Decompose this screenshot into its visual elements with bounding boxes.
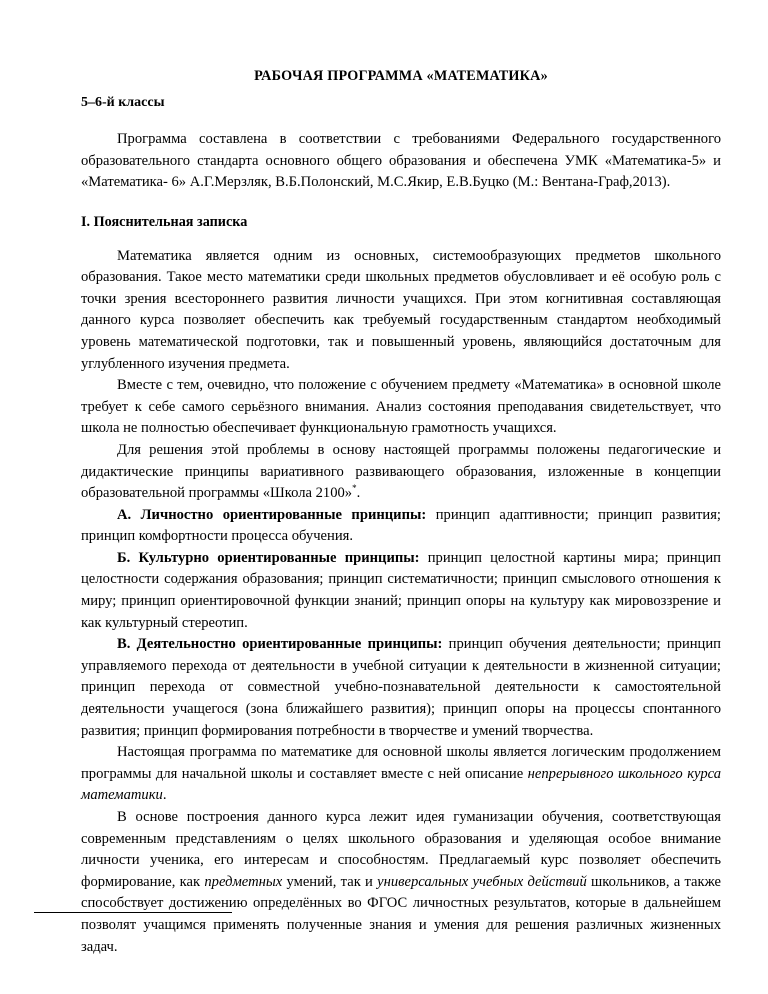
paragraph-3 [81,440,721,505]
paragraph-4 [81,742,721,807]
paragraph-5-italic-1: предметных [204,873,283,890]
principles-a-heading: А. Личностно ориентированные принципы: [117,506,427,523]
principles-a [81,505,721,548]
paragraph-5-text-c: школьников, а также способствует достижению определённых во ФГОС личностных результатов, которые в дальнейшем позволят учащимся применять полученные знания и умения для решения различных жизненных задач. [81,873,721,955]
paragraph-4-text: Настоящая программа по математике для основной школы является логическим продолжением программы для начальной школы и составляет вместе с ней описание [81,744,721,782]
principles-v-heading: В. Деятельностно ориентированные принципы: [117,636,443,653]
paragraph-4-end: . [162,787,167,804]
paragraph-3-text: Для решения этой проблемы в основу настоящей программы положены педагогические и дидактические принципы вариативного развивающего образования, изложенные в концепции образовательной программы «Школа 2100» [81,441,721,502]
paragraph-5-text-b: умений, так и [282,873,378,890]
paragraph-2: Вместе с тем, очевидно, что положение с обучением предмету «Математика» в основной школе требует к себе самого серьёзного внимания. Анализ состояния преподавания свидетельствует, что школа не полностью обеспечивает функциональную грамотность учащихся. [81,377,721,437]
paragraph-1: Математика является одним из основных, системообразующих предметов школьного образования. Такое место математики среди школьных предметов обусловливает и её особую роль с точки зрения всестороннего развития личности учащихся. При этом когнитивная составляющая данного курса позволяет обеспечить как требуемый государственным стандартом необходимый уровень математической подготовки, так и повышенный уровень, являющийся достаточным для углубленного изучения предмета. [81,247,721,372]
principles-a-text: принцип адаптивности; принцип развития; принцип комфортности процесса обучения. [81,506,721,545]
paragraph-5 [81,807,721,958]
document-page [81,58,721,958]
principles-b-heading: Б. Культурно ориентированные принципы: [117,549,420,566]
paragraph-3-end: . [356,485,361,502]
footnote-marker[interactable]: * [352,483,357,494]
intro-paragraph: Программа составлена в соответствии с требованиями Федерального государственного образовательного стандарта основного общего образования и обеспечена УМК «Математика-5» и «Математика- 6» А.Г.Мерзляк, В.Б.Полонский, М.С.Якир, Е.В.Буцко (М.: Вентана-Граф,2013). [81,131,721,191]
paragraph-4-italic: непрерывного школьного курса математики [81,765,722,804]
paragraph-5-italic-2: универсальных учебных действий [377,873,587,890]
principles-b-text: принцип целостной картины мира; принцип целостности содержания образования; принцип систематичности; принцип смыслового отношения к миру; принцип ориентировочной функции знаний; принцип опоры на культуру как мировоззрение и как культурный стереотип. [81,549,721,631]
section-heading: I. Пояснительная записка [81,213,248,230]
principles-v-text: принцип обучения деятельности; принцип управляемого перехода от деятельности в учебной ситуации к деятельности в жизненной ситуации; принцип перехода от совместной учебно-познавательной деятельности к самостоятельной деятельности учащегося (зона ближайшего развития); принцип опоры на процессы спонтанного развития; принцип формирования потребности в творчестве и умений творчества. [81,636,721,739]
grades-heading: 5–6-й классы [81,94,165,110]
document-title: РАБОЧАЯ ПРОГРАММА «МАТЕМАТИКА» [254,68,548,84]
principles-b [81,548,721,634]
principles-v [81,634,721,742]
footnote-separator [34,912,232,913]
paragraph-5-text-a: В основе построения данного курса лежит идея гуманизации обучения, соответствующая современным представлениям о целях школьного образования и уделяющая особое внимание личности ученика, его интересам и способностям. Предлагаемый курс позволяет обеспечить формирование, как [81,809,721,890]
